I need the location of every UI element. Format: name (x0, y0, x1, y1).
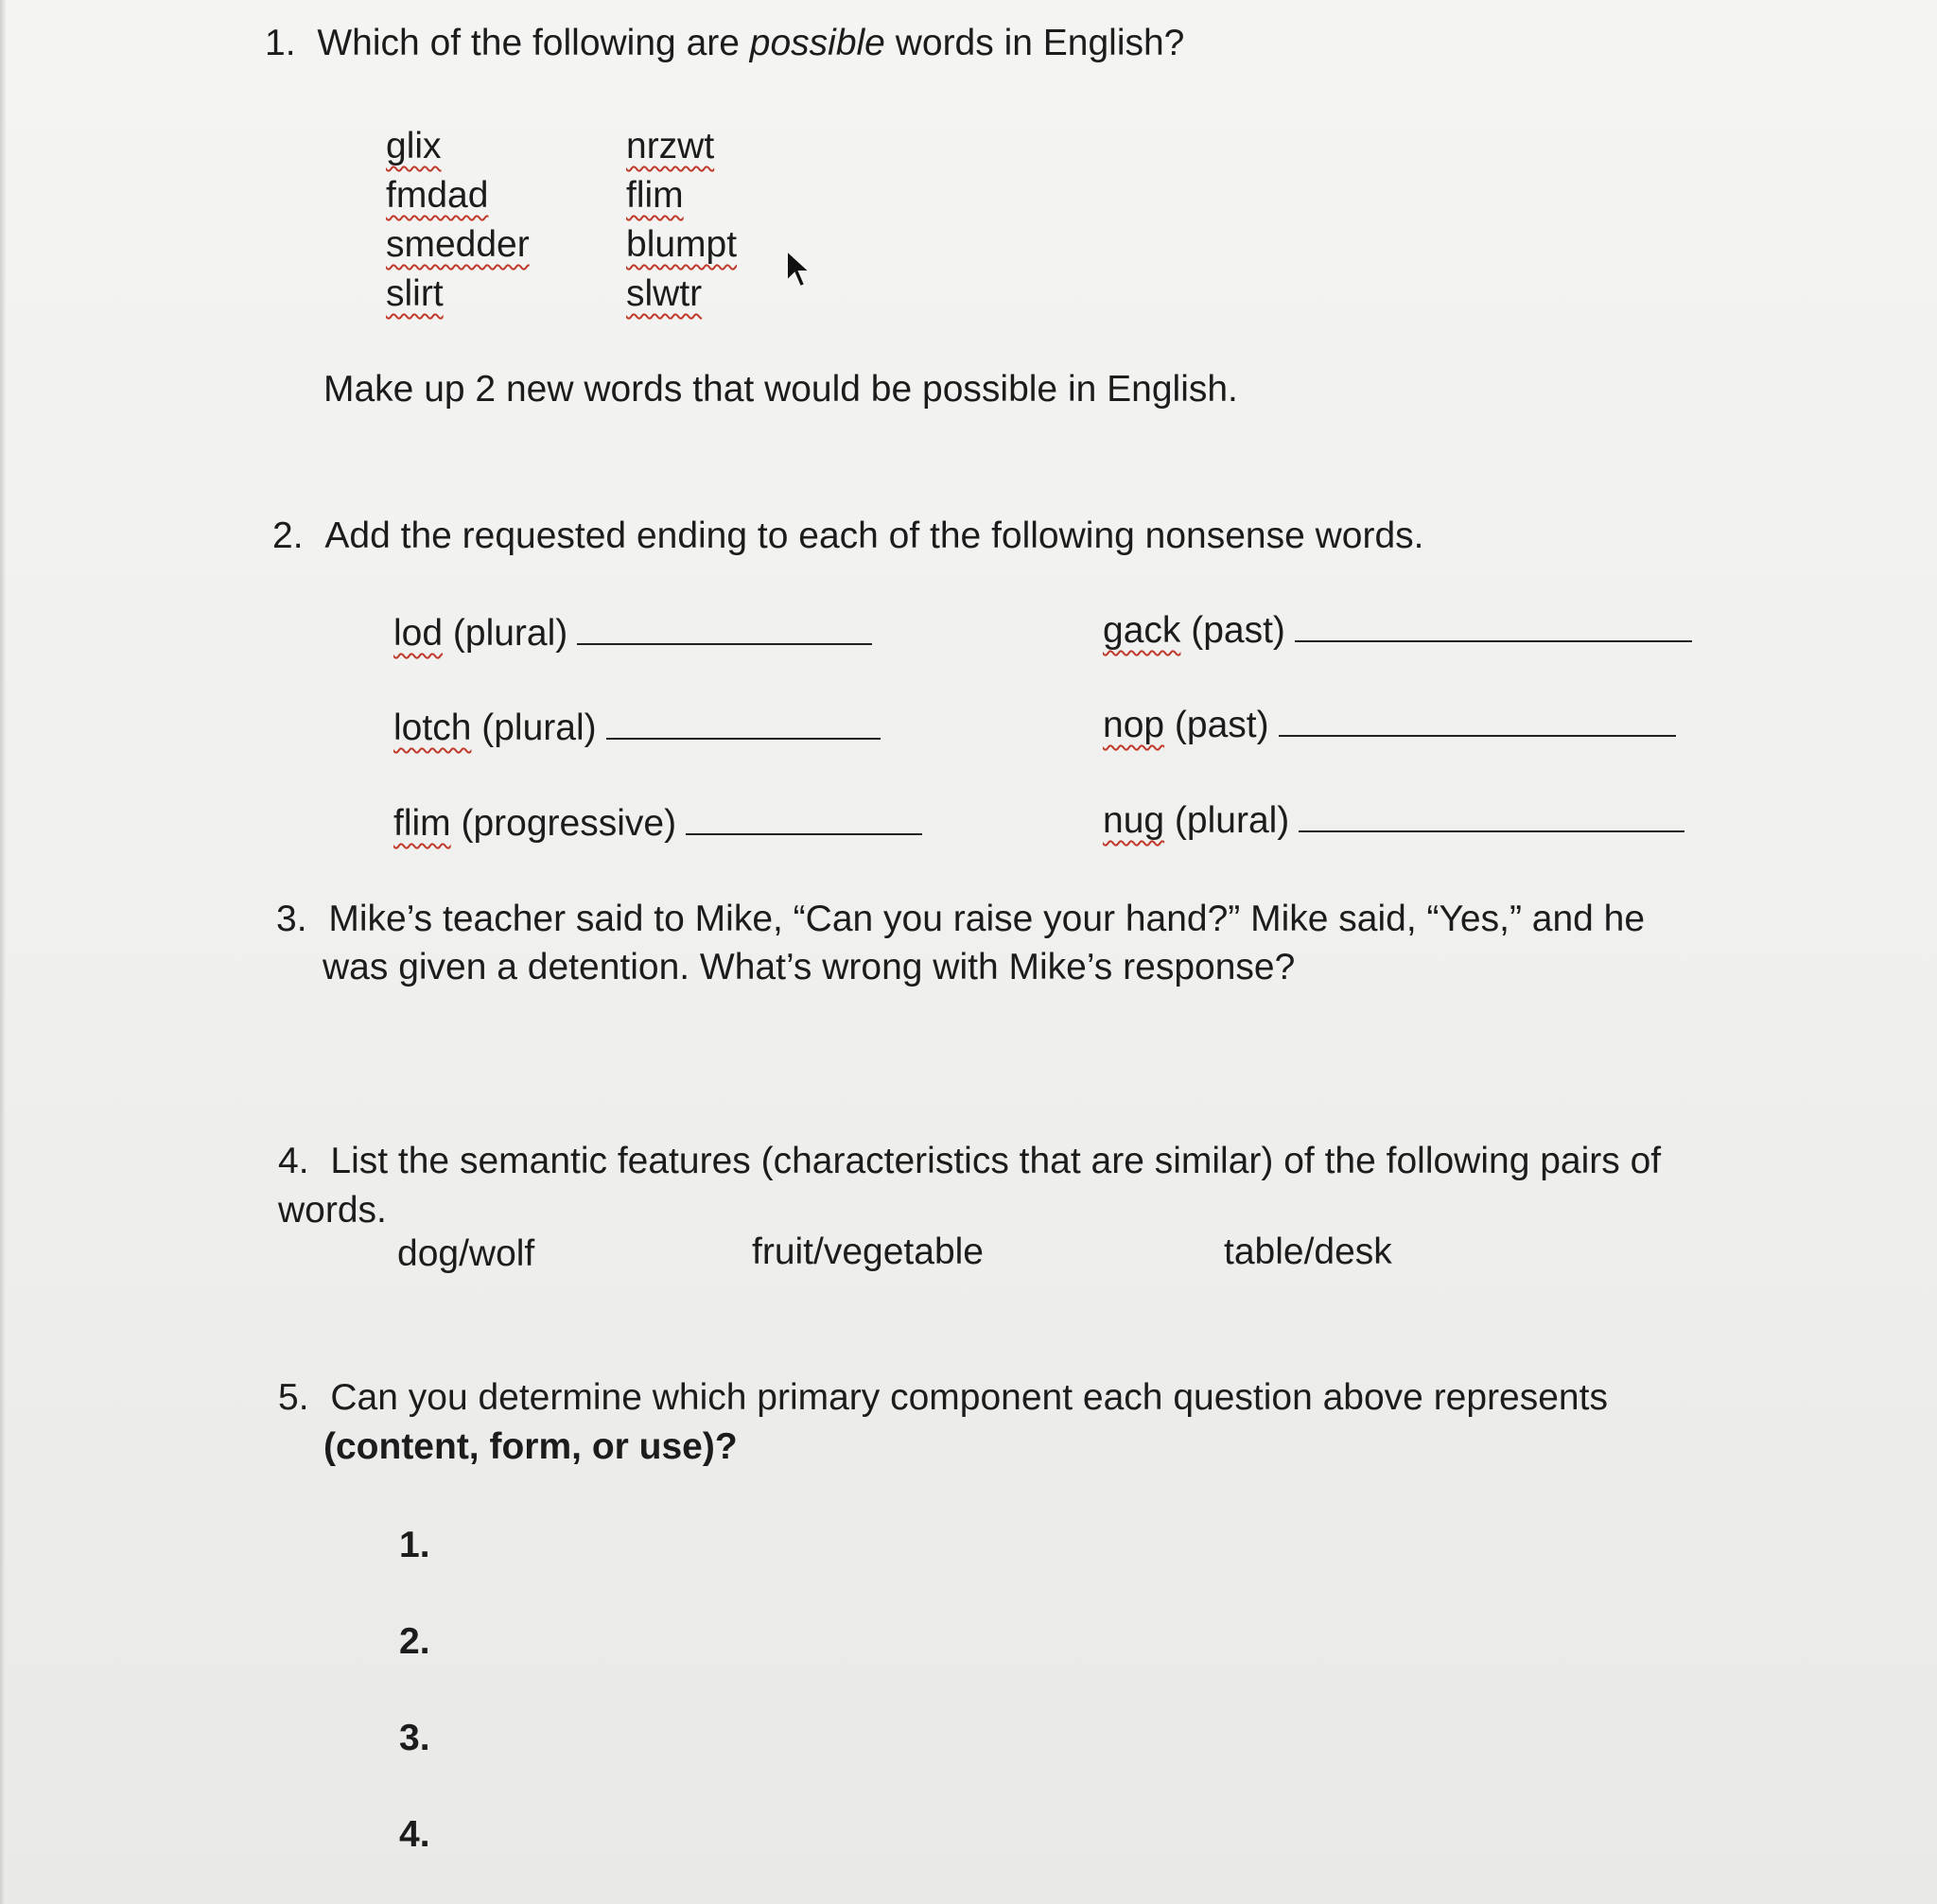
answer-blank[interactable] (577, 639, 872, 645)
q3-prompt (276, 899, 1645, 940)
q4-prompt (278, 1141, 1661, 1182)
q3-number: 3. (276, 899, 307, 939)
answer-blank[interactable] (1279, 731, 1676, 737)
q2-prompt (272, 515, 1424, 557)
q2-item-form: (past) (1174, 705, 1269, 745)
q3-line2: was given a detention. What’s wrong with Mike’s response? (323, 947, 1296, 987)
answer-blank[interactable] (686, 830, 922, 835)
answer-blank[interactable] (1299, 827, 1684, 832)
q4-line1: List the semantic features (characteristics that are similar) of the following pairs of (330, 1141, 1662, 1181)
q2-item-form: (past) (1191, 610, 1285, 651)
q1-number: 1. (265, 23, 296, 63)
q2-number: 2. (272, 515, 304, 556)
q1-instruction: Make up 2 new words that would be possible in English. (323, 369, 1238, 410)
q5-answer-2: 2. (399, 1621, 430, 1662)
q2-text: Add the requested ending to each of the following nonsense words. (324, 515, 1424, 556)
q2-item-gack (1103, 610, 1692, 652)
q2-item-flim (393, 803, 922, 845)
answer-blank[interactable] (606, 734, 881, 740)
q2-item-word: lotch (393, 707, 472, 748)
q4-number: 4. (278, 1141, 309, 1181)
word-smedder: smedder (386, 224, 530, 265)
q2-item-word: nop (1103, 705, 1165, 745)
q2-item-word: flim (393, 803, 451, 844)
q1-prefix: Which of the following are (317, 23, 750, 63)
answer-blank[interactable] (1295, 637, 1692, 642)
q2-item-lotch (393, 707, 881, 749)
q2-item-word: gack (1103, 610, 1181, 651)
word-slirt: slirt (386, 273, 444, 314)
q5-number: 5. (278, 1377, 309, 1418)
q5-answer-4: 4. (399, 1814, 430, 1855)
q2-item-nug (1103, 800, 1684, 842)
mouse-pointer-icon (785, 249, 811, 290)
q2-item-word: lod (393, 613, 444, 654)
q2-item-form: (progressive) (461, 803, 677, 844)
word-slwtr: slwtr (626, 273, 703, 314)
word-flim: flim (626, 175, 684, 216)
q5-line1: Can you determine which primary component each question above represents (330, 1377, 1608, 1418)
page-edge (0, 0, 6, 1904)
word-nrzwt: nrzwt (626, 126, 715, 166)
q5-prompt (278, 1377, 1608, 1419)
q2-item-form: (plural) (1174, 800, 1290, 841)
q5-answer-1: 1. (399, 1525, 430, 1565)
word-fmdad: fmdad (386, 175, 489, 216)
q4-pair-fruit-vegetable: fruit/vegetable (752, 1231, 984, 1272)
q2-item-form: (plural) (452, 613, 568, 654)
q1-prompt (265, 23, 1184, 64)
q2-item-nop (1103, 705, 1676, 746)
q5-line2: (content, form, or use)? (323, 1426, 738, 1467)
q2-item-word: nug (1103, 800, 1165, 841)
q5-answer-3: 3. (399, 1718, 430, 1758)
word-glix: glix (386, 126, 442, 166)
q2-item-lod (393, 613, 872, 655)
q4-pair-dog-wolf: dog/wolf (397, 1233, 535, 1274)
q3-line1: Mike’s teacher said to Mike, “Can you raise your hand?” Mike said, “Yes,” and he (328, 899, 1646, 939)
q4-line2: words. (278, 1190, 387, 1231)
q2-item-form: (plural) (481, 707, 597, 748)
q4-pair-table-desk: table/desk (1224, 1231, 1392, 1272)
q1-suffix: words in English? (884, 23, 1185, 63)
q1-emphasis: possible (749, 23, 885, 63)
word-blumpt: blumpt (626, 224, 738, 265)
